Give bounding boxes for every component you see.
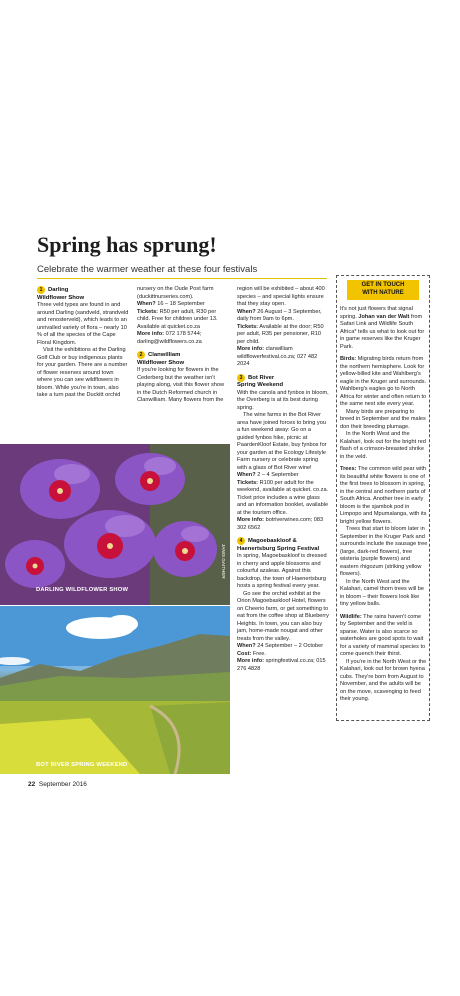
sidebar-text (340, 306, 428, 704)
sidebar-trees-2: Trees that start to bloom later in September in the Kruger Park and surrounds include the sausage tree (large, dark-red flowers), tree wisteria (purple flowers) and eastern rhigozum (striking yellow flowers). (340, 526, 428, 577)
sidebar-birds-2: Many birds are preparing to breed in September and the males don their breeding plumage. (340, 408, 426, 430)
clanwilliam-tickets: Tickets: Available at the door; R50 per adult, R35 per pensioner, R10 per child. (237, 323, 324, 345)
magoebaskloof-paragraph-2: Go see the orchid exhibit at the Orion Magoebaskloof Hotel, flowers on Cheerio farm, or get something to eat from the coffee shop at Blueberry Heights. In town, you can also buy jam, home-made nougat and other treats from the valley. (237, 590, 329, 642)
darling-heading: 1 Darling Wildflower Show (37, 287, 85, 301)
section-number-2: 2 (137, 351, 145, 359)
sidebar-trees: Trees: The common wild pear with its beautiful white flowers is one of the first trees to blossom in spring, in the central and northern parts of South Africa. Another tree in early bloom is the sjambok pod in Limpopo and Mpumalanga, with its bright yellow flowers. (340, 466, 427, 525)
photo-caption-bot-river: BOT RIVER SPRING WEEKEND (36, 762, 128, 768)
magoebaskloof-when: When? 24 September – 2 October (237, 643, 324, 650)
darling-tickets: Tickets: R50 per adult, R30 per child. Free for children under 13. Available at quicket.co.za (137, 308, 218, 330)
bot-river-when: When? 2 – 4 September (237, 472, 299, 479)
sidebar-trees-3: In the North West and the Kalahari, camel thorn trees will be in bloom – their flowers look like tiny yellow balls. (340, 578, 424, 607)
bot-river-paragraph-1: With the canola and fynbos in bloom, the Overberg is at its best during spring. (237, 389, 329, 411)
article-title: Spring has sprung! (37, 232, 217, 257)
darling-paragraph-1: Three veld types are found in and around Darling (sandveld, strandveld and renosterveld), which leads to an unrivalled variety of flora – nearly 10 % of all the species of the Cape Floral Kingdom. (37, 302, 129, 346)
bot-river-paragraph-2: The wine farms in the Bot River area have joined forces to bring you a fun weekend away: Go on a guided fynbos hike, picnic at PaardenKloof Estate, buy fynbos for your garden at the Ecology Lifestyle Farm nursery or celebrate spring with a glass of Bot River wine! (237, 412, 327, 471)
darling-more-info: More info: 072 178 5744; darling@wildflowers.co.za (137, 331, 202, 345)
bot-river-landscape-photo (0, 606, 230, 774)
issue-date: September 2016 (38, 781, 87, 788)
magoebaskloof-paragraph-1: In spring, Magoebaskloof is dressed in cherry and apple blossoms and colourful azaleas. Against this backdrop, the town of Haenertsburg hosts a spring festival every year. (237, 553, 327, 590)
sidebar-title: GET IN TOUCH WITH NATURE (347, 280, 419, 300)
column-c (237, 286, 329, 673)
title-rule (37, 278, 327, 279)
section-number-3: 3 (237, 374, 245, 382)
bot-river-more-info: More info: botriverwines.com; 083 302 6562 (237, 517, 324, 531)
clanwilliam-paragraph-1: If you're looking for flowers in the Cederberg but the weather isn't playing along, visit this flower show in the Dutch Reformed church in Clanwilliam. Many flowers from the (137, 367, 225, 404)
page-footer (28, 781, 87, 788)
flower-illustration (0, 444, 230, 605)
bot-river-heading: 3 Bot River Spring Weekend (237, 374, 284, 389)
bot-river-tickets: Tickets: R100 per adult for the weekend, available at quicket. co.za. Ticket price includes a wine glass and an information booklet, available at the tourism office. (237, 479, 329, 516)
column-a (37, 286, 129, 400)
clanwilliam-heading: 2 Clanwilliam Wildflower Show (137, 352, 185, 366)
clanwilliam-when: When? 26 August – 3 September, daily from 9am to 6pm. (237, 308, 322, 322)
sidebar-wildlife-2: If you're in the North West or the Kalahari, look out for brown hyena cubs. They're born from August to November, and the adults will be on the move, scavenging to feed their young. (340, 658, 427, 702)
section-number-1: 1 (37, 286, 45, 294)
column-b (137, 286, 229, 405)
darling-when: When? 16 – 18 September (137, 301, 205, 307)
magoebaskloof-heading: 4 Magoebaskloof & Haenertsburg Spring Festival (237, 538, 320, 552)
article-subtitle: Celebrate the warmer weather at these four festivals (37, 264, 258, 275)
sidebar-birds: Birds: Migrating birds return from the northern hemisphere. Look for yellow-billed kite and Wahlberg's eagle in the Kruger and surrounds. Wahlberg's eagles go to North Africa for winter and often return to the same nest site every year. (340, 356, 427, 407)
sidebar-birds-3: In the North West and the Kalahari, look out for the bright red flash of a crimson-breasted shrike in the veld. (340, 431, 426, 460)
darling-wildflower-photo (0, 444, 230, 605)
page-number: 22 (28, 781, 36, 788)
clanwilliam-more-info: More info: clanwilliam wildflowerfestival.co.za; 027 482 2024 (237, 346, 318, 367)
photo-credit: JANIS GAITHER (221, 544, 226, 579)
darling-paragraph-3: nursery on the Oude Post farm (duckittnurseries.com). (137, 286, 214, 300)
sidebar-wildlife: Wildlife: The rains haven't come by September and the veld is sparse. Water is also scarce so waterholes are good spots to wait for a variety of mammal species to come quench their thirst. (340, 613, 426, 657)
sidebar-intro: It's not just flowers that signal spring. Johan van der Walt from Safari Link and Wildlife South Africa* tells us what to look out for in game reserves like the Kruger Park. (340, 306, 425, 350)
darling-paragraph-2: Visit the exhibitions at the Darling Golf Club or buy indigenous plants for your garden. There are a number of flower reserves around town where you can see wildflowers in bloom. While you're in town, also take a turn past the Duckitt orchid (37, 347, 128, 399)
magoebaskloof-cost: Cost: Free. (237, 650, 266, 657)
clanwilliam-paragraph-2: region will be exhibited – about 400 species – and special lights ensure that they stay open. (237, 286, 325, 307)
magoebaskloof-more-info: More info: springfestival.co.za; 015 276 4828 (237, 658, 326, 672)
landscape-illustration (0, 606, 230, 774)
photo-caption-darling: DARLING WILDFLOWER SHOW (36, 587, 129, 593)
section-number-4: 4 (237, 537, 245, 545)
